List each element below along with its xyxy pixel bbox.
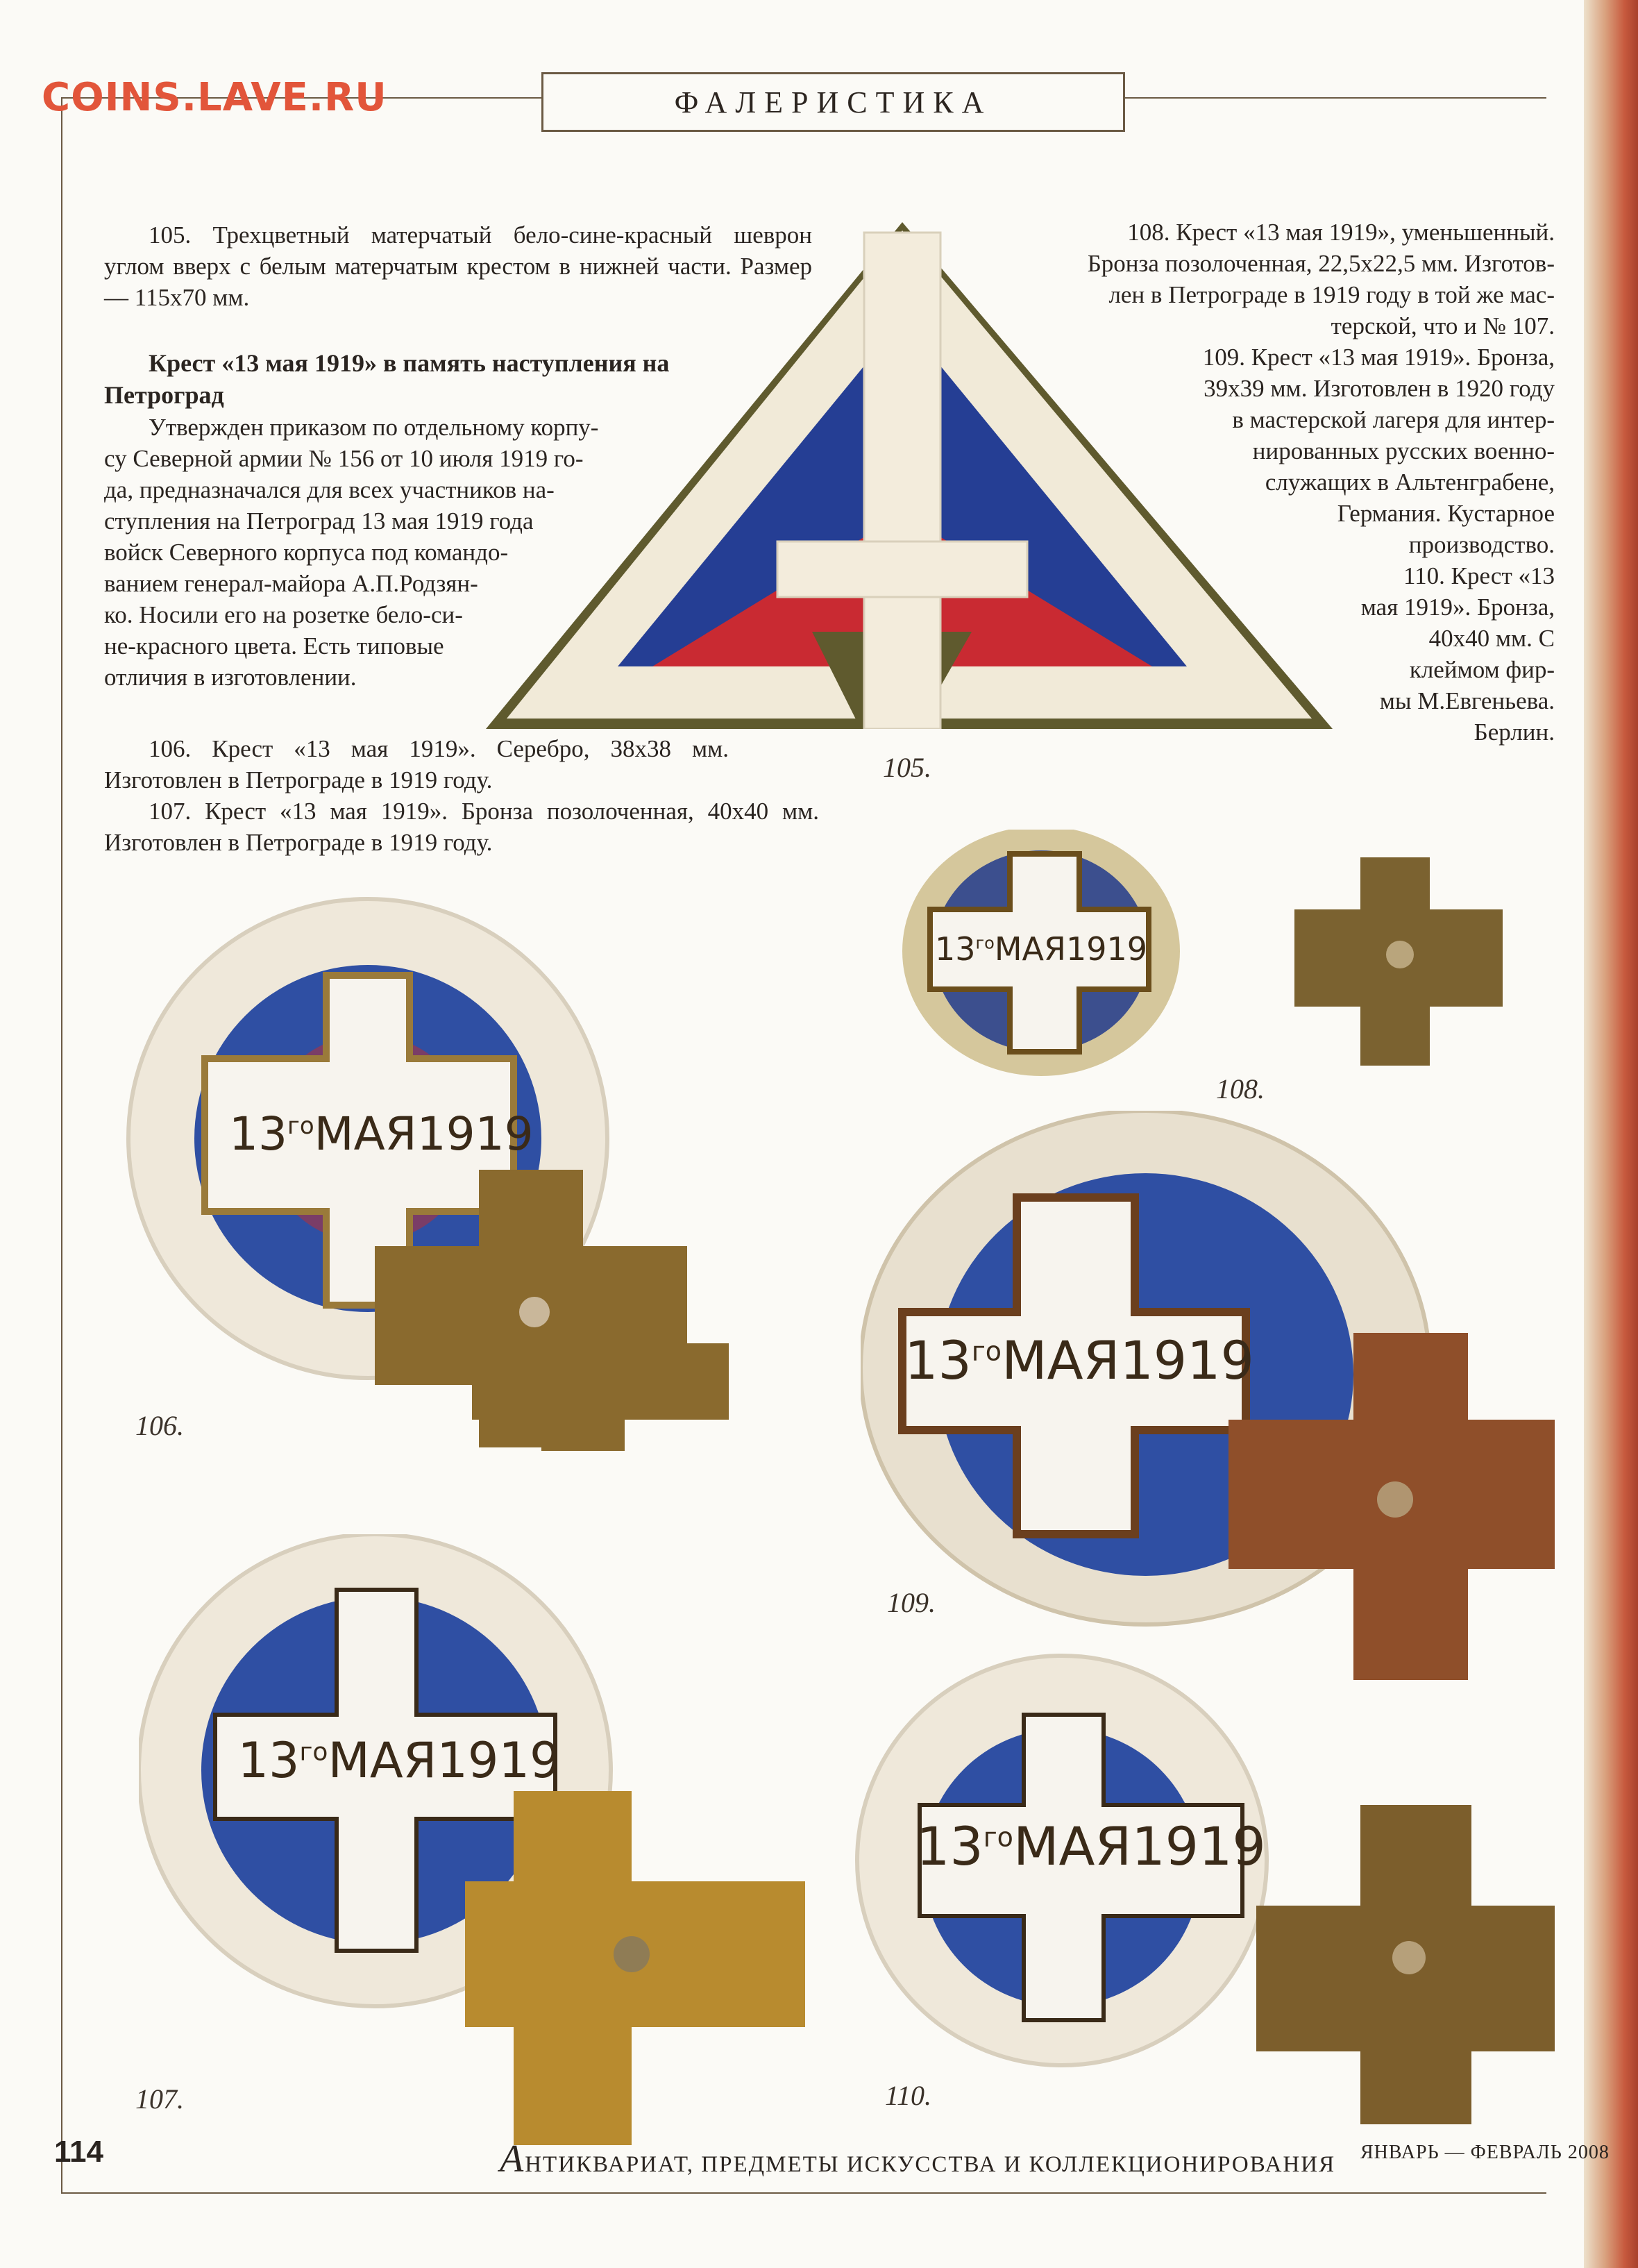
body-line: войск Северного корпуса под командо- [104,539,509,566]
right-line: 39х39 мм. Изготовлен в 1920 году [1204,375,1555,402]
cross-day: 13 [904,1329,972,1391]
caption-107: 107. [135,2083,184,2115]
body-line: су Северной армии № 156 от 10 июля 1919 го- [104,445,584,472]
badge-107-image [139,1534,819,2159]
right-line: нированных русских военно- [1252,437,1555,464]
article-heading: Крест «13 мая 1919» в память наступления на Петроград [104,349,670,409]
cross-day: 13 [237,1732,300,1789]
right-line: Берлин. [1474,719,1555,746]
right-line: терской, что и № 107. [1331,312,1555,339]
item-107-text: 107. Крест «13 мая 1919». Бронза позолоченная, 40х40 мм. Изготовлен в Петрограде в 1919 году. [104,798,819,856]
badge-110-image [854,1638,1569,2138]
right-line: клеймом фир- [1409,656,1555,683]
page-number: 114 [54,2135,103,2169]
cross-sup: го [975,933,995,953]
right-line: 109. Крест «13 мая 1919». Бронза, [1202,344,1555,371]
item-106-text: 106. Крест «13 мая 1919». Серебро, 38х38 мм. Изготовлен в Петрограде в 1919 году. [104,735,729,793]
cross-sup: го [971,1336,1002,1367]
journal-rest: НТИКВАРИАТ, ПРЕДМЕТЫ ИСКУССТВА И КОЛЛЕКЦИОНИРОВАНИЯ [525,2152,1336,2177]
cross-year: 1919 [1120,1329,1254,1391]
item-105-text: 105. Трехцветный матерчатый бело-сине-красный шеврон углом вверх с белым матерчатым крестом в нижней части. Размер — 115х70 мм. [104,221,812,311]
right-line: мы М.Евгеньева. [1379,687,1555,714]
cross-107-inscription [236,1732,562,1789]
cross-day: 13 [934,930,976,968]
cross-year: 1919 [437,1732,561,1789]
right-line: производство. [1408,531,1555,558]
body-line: не-красного цвета. Есть типовые [104,632,444,660]
page-spine-edge [1584,0,1638,2268]
caption-110: 110. [885,2080,932,2111]
journal-title [500,2137,1335,2181]
right-line: мая 1919». Бронза, [1360,594,1555,621]
cross-year: 1919 [1065,930,1148,968]
cross-106-inscription [229,1107,534,1161]
caption-108: 108. [1216,1073,1265,1104]
body-line: отличия в изготовлении. [104,664,357,691]
right-line: лен в Петрограде в 1919 году в той же мас- [1108,281,1555,308]
cross-day: 13 [916,1815,983,1877]
body-line: ванием генерал-майора А.П.Родзян- [104,570,478,597]
section-header [541,72,1125,132]
cross-year: 1919 [1131,1815,1266,1877]
chevron-105-image [486,215,1346,729]
right-line: в мастерской лагеря для интер- [1232,406,1555,433]
body-line: ко. Носили его на розетке бело-си- [104,601,463,628]
cross-month: МАЯ [328,1732,437,1789]
cross-day: 13 [229,1107,287,1161]
cross-sup: го [299,1738,328,1767]
cross-month: МАЯ [314,1107,417,1161]
body-line: ступления на Петроград 13 мая 1919 года [104,507,534,535]
cross-month: МАЯ [1013,1815,1132,1877]
caption-105: 105. [883,752,931,783]
cross-year: 1919 [416,1107,534,1161]
cross-month: МАЯ [1002,1329,1120,1391]
right-line: Бронза позолоченная, 22,5х22,5 мм. Изготов- [1087,250,1555,277]
cross-month: МАЯ [994,930,1066,968]
section-title: ФАЛЕРИСТИКА [674,85,993,119]
caption-106: 106. [135,1410,184,1441]
badge-109-image [861,1111,1562,1687]
frame-bottom-line [61,2192,1546,2194]
frame-left-line [61,97,62,2194]
caption-109: 109. [887,1587,936,1618]
issue-date: ЯНВАРЬ — ФЕВРАЛЬ 2008 [1360,2142,1610,2163]
body-line: Утвержден приказом по отдельному корпу- [149,414,599,441]
right-line: служащих в Альтенграбене, [1265,469,1555,496]
cross-sup: го [983,1822,1013,1853]
badge-106-image [125,896,791,1451]
right-line: 40х40 мм. С [1428,625,1555,652]
cross-109-inscription [899,1329,1260,1391]
cross-110-inscription [916,1815,1266,1877]
watermark: COINS.LAVE.RU [42,75,387,120]
journal-initial: А [500,2137,525,2181]
cross-sup: го [287,1112,314,1140]
cross-108-inscription [927,930,1156,968]
right-line: Германия. Кустарное [1337,500,1555,527]
body-line: да, предназначался для всех участников на- [104,476,555,503]
right-line: 108. Крест «13 мая 1919», уменьшенный. [1127,219,1555,246]
right-line: 110. Крест «13 [1403,562,1555,589]
